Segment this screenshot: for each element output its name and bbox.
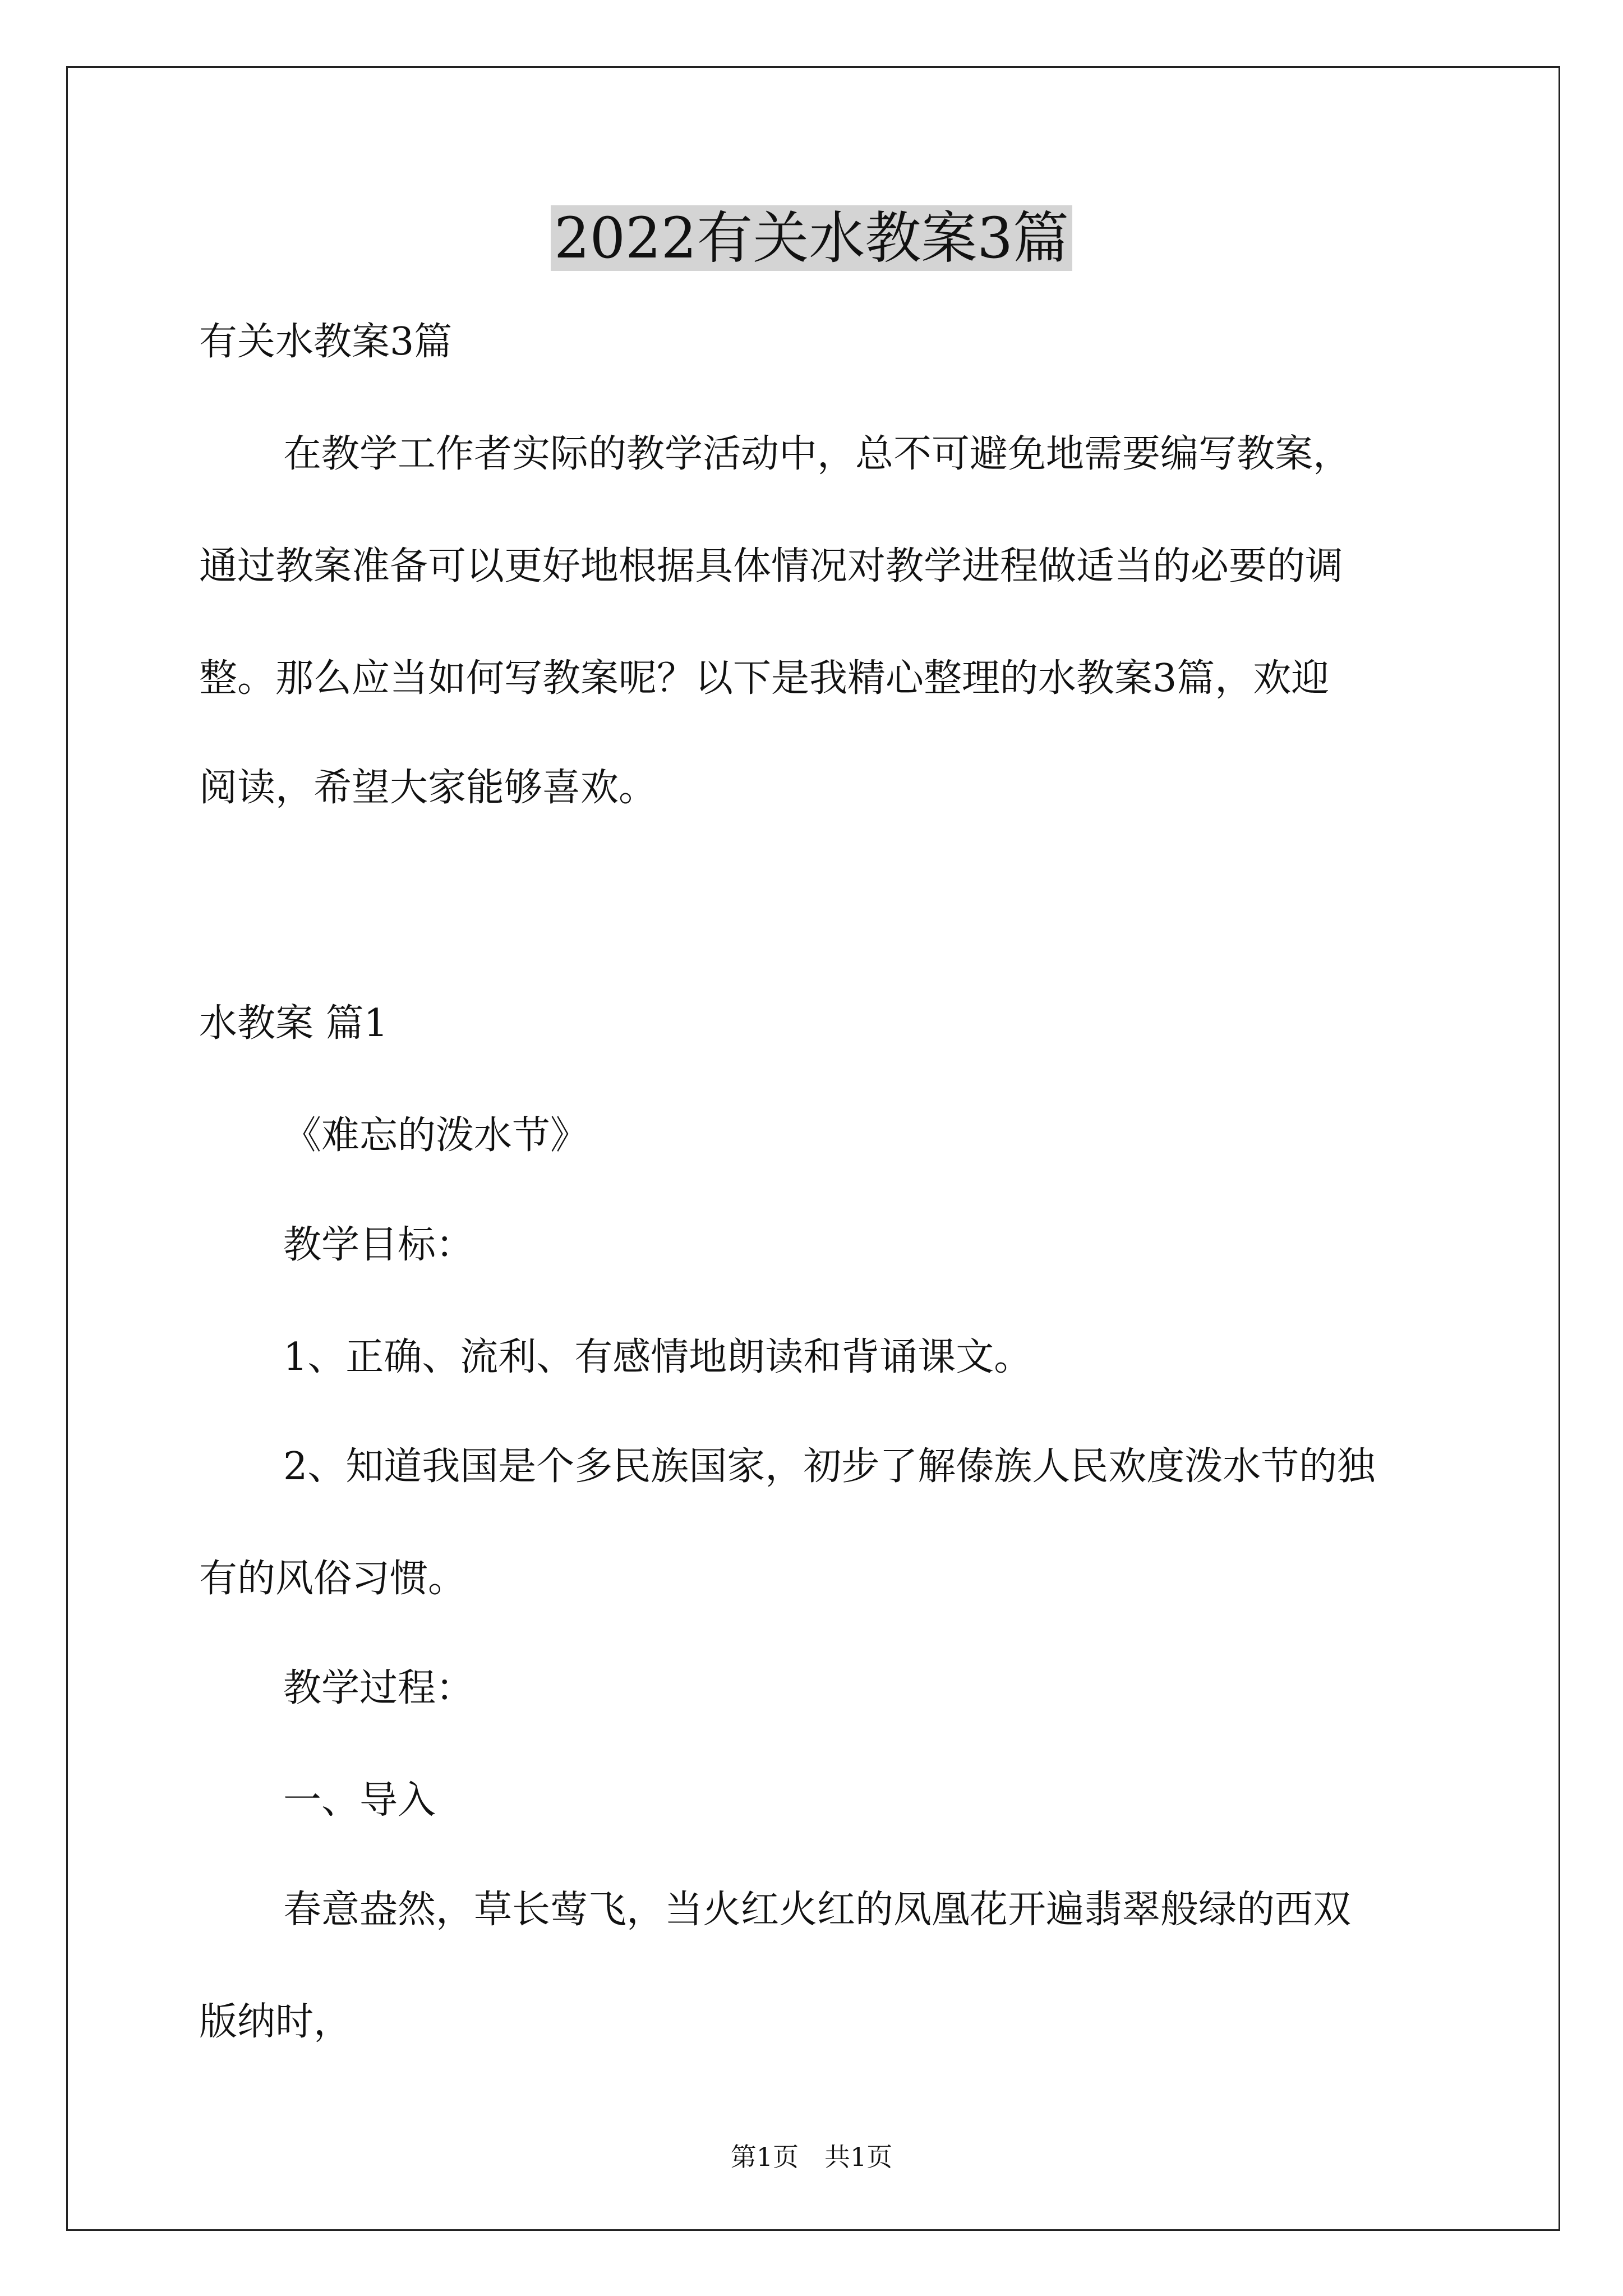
step-1-text-line-1: 春意盎然，草长莺飞，当火红火红的凤凰花开遍翡翠般绿的西双 [283,1888,1352,1932]
goals-heading: 教学目标： [283,1223,474,1267]
subtitle: 有关水教案3篇 [199,320,453,364]
goal-item-1: 1、正确、流利、有感情地朗读和背诵课文。 [283,1335,1032,1379]
intro-line-1: 在教学工作者实际的教学活动中，总不可避免地需要编写教案， [283,432,1352,476]
intro-line-3: 整。那么应当如何写教案呢？以下是我精心整理的水教案3篇，欢迎 [199,656,1330,701]
document-title-text: 2022有关水教案3篇 [551,205,1072,271]
page-number-footer: 第1页 共1页 [730,2142,893,2172]
intro-line-4: 阅读，希望大家能够喜欢。 [199,766,657,810]
lesson-title: 《难忘的泼水节》 [283,1114,589,1158]
section-heading: 水教案 篇1 [199,1001,388,1046]
process-heading: 教学过程： [283,1666,474,1710]
intro-line-2: 通过教案准备可以更好地根据具体情况对教学进程做适当的必要的调 [199,544,1344,588]
goal-item-2-line-1: 2、知道我国是个多民族国家，初步了解傣族人民欢度泼水节的独 [283,1444,1376,1489]
step-1-text-line-2: 版纳时， [199,2000,352,2044]
document-title [0,202,1623,275]
goal-item-2-line-2: 有的风俗习惯。 [199,1557,467,1601]
step-heading-1: 一、导入 [283,1778,436,1823]
